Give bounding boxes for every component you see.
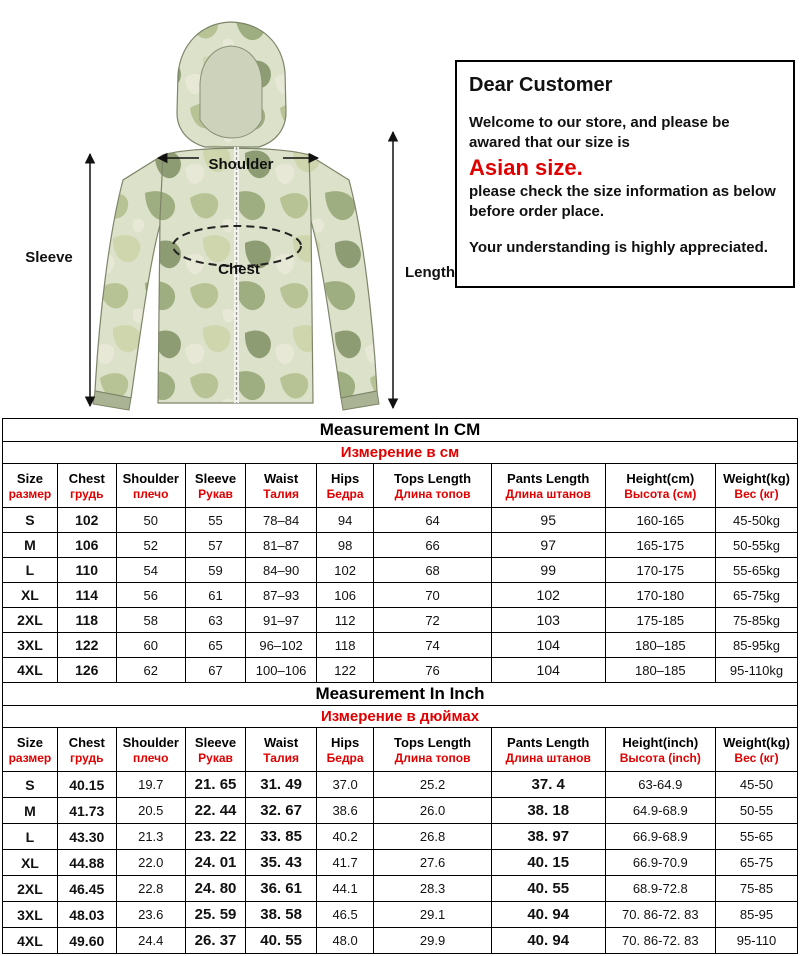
cell-c1: 40.15 — [57, 772, 116, 798]
cell-c0: S — [3, 772, 58, 798]
cell-c9: 85-95kg — [716, 633, 798, 658]
cell-c6: 26.0 — [374, 798, 492, 824]
cell-c5: 40.2 — [316, 824, 373, 850]
table-title-en: Measurement In Inch — [3, 683, 798, 706]
table-row — [3, 824, 798, 850]
column-header: Waist Талия — [246, 728, 317, 772]
cell-c9: 50-55kg — [716, 533, 798, 558]
column-header: Chest грудь — [57, 464, 116, 508]
cell-c0: L — [3, 558, 58, 583]
cell-c6: 25.2 — [374, 772, 492, 798]
cell-c4: 40. 55 — [246, 928, 317, 954]
customer-notice — [455, 60, 795, 288]
cell-c1: 43.30 — [57, 824, 116, 850]
cell-c5: 112 — [316, 608, 373, 633]
column-header: Pants Length Длина штанов — [491, 464, 605, 508]
cell-c1: 122 — [57, 633, 116, 658]
cell-c2: 50 — [116, 508, 185, 533]
cell-c8: 160-165 — [605, 508, 716, 533]
cell-c9: 45-50kg — [716, 508, 798, 533]
cell-c7: 104 — [491, 633, 605, 658]
cell-c3: 63 — [185, 608, 245, 633]
cell-c5: 46.5 — [316, 902, 373, 928]
cell-c1: 44.88 — [57, 850, 116, 876]
cell-c3: 57 — [185, 533, 245, 558]
table-header-row — [3, 464, 798, 508]
cell-c1: 110 — [57, 558, 116, 583]
column-header: Size размер — [3, 728, 58, 772]
cell-c7: 38. 97 — [491, 824, 605, 850]
cell-c8: 66.9-70.9 — [605, 850, 716, 876]
column-header: Size размер — [3, 464, 58, 508]
cell-c4: 87–93 — [246, 583, 317, 608]
column-header: Tops Length Длина топов — [374, 728, 492, 772]
cell-c3: 22. 44 — [185, 798, 245, 824]
column-header: Shoulder плечо — [116, 464, 185, 508]
column-header: Height(inch) Высота (inch) — [605, 728, 716, 772]
cell-c8: 68.9-72.8 — [605, 876, 716, 902]
cell-c8: 170-180 — [605, 583, 716, 608]
cell-c0: 4XL — [3, 928, 58, 954]
cell-c0: 4XL — [3, 658, 58, 683]
cell-c4: 35. 43 — [246, 850, 317, 876]
cell-c3: 21. 65 — [185, 772, 245, 798]
cell-c0: 2XL — [3, 876, 58, 902]
cell-c1: 106 — [57, 533, 116, 558]
cell-c7: 95 — [491, 508, 605, 533]
column-header: Waist Талия — [246, 464, 317, 508]
cell-c4: 91–97 — [246, 608, 317, 633]
notice-intro: Welcome to our store, and please be awared that our size is — [469, 114, 730, 152]
measurement-inch-table — [2, 682, 798, 954]
top-section — [0, 0, 800, 418]
cell-c6: 64 — [374, 508, 492, 533]
notice-title: Dear Customer — [469, 74, 613, 96]
cell-c6: 66 — [374, 533, 492, 558]
cell-c4: 78–84 — [246, 508, 317, 533]
cell-c3: 67 — [185, 658, 245, 683]
jacket-diagram — [5, 8, 455, 413]
cell-c2: 21.3 — [116, 824, 185, 850]
cell-c1: 118 — [57, 608, 116, 633]
cell-c7: 103 — [491, 608, 605, 633]
cell-c6: 27.6 — [374, 850, 492, 876]
cell-c3: 59 — [185, 558, 245, 583]
cell-c0: M — [3, 533, 58, 558]
cell-c7: 40. 94 — [491, 928, 605, 954]
notice-asian-size: Asian size. — [469, 154, 583, 180]
table-row — [3, 583, 798, 608]
cell-c5: 48.0 — [316, 928, 373, 954]
cell-c6: 68 — [374, 558, 492, 583]
cell-c2: 60 — [116, 633, 185, 658]
cell-c3: 26. 37 — [185, 928, 245, 954]
cell-c4: 84–90 — [246, 558, 317, 583]
cell-c2: 58 — [116, 608, 185, 633]
cell-c7: 38. 18 — [491, 798, 605, 824]
cell-c7: 104 — [491, 658, 605, 683]
size-tables — [0, 418, 800, 954]
chest-label: Chest — [218, 261, 260, 278]
jacket-hood-opening — [200, 46, 262, 138]
cell-c5: 106 — [316, 583, 373, 608]
column-header: Weight(kg) Вес (кг) — [716, 728, 798, 772]
jacket-right-sleeve — [309, 155, 377, 398]
cell-c9: 50-55 — [716, 798, 798, 824]
cell-c2: 22.0 — [116, 850, 185, 876]
cell-c9: 45-50 — [716, 772, 798, 798]
cell-c5: 98 — [316, 533, 373, 558]
cell-c6: 29.1 — [374, 902, 492, 928]
cell-c8: 175-185 — [605, 608, 716, 633]
cell-c8: 66.9-68.9 — [605, 824, 716, 850]
cell-c4: 38. 58 — [246, 902, 317, 928]
cell-c7: 102 — [491, 583, 605, 608]
table-title-ru: Измерение в см — [3, 442, 798, 464]
column-header: Pants Length Длина штанов — [491, 728, 605, 772]
notice-footer: Your understanding is highly appreciated. — [469, 239, 768, 257]
cell-c8: 70. 86-72. 83 — [605, 902, 716, 928]
column-header: Shoulder плечо — [116, 728, 185, 772]
cell-c4: 33. 85 — [246, 824, 317, 850]
cell-c2: 20.5 — [116, 798, 185, 824]
cell-c5: 38.6 — [316, 798, 373, 824]
table-row — [3, 533, 798, 558]
cell-c0: S — [3, 508, 58, 533]
cell-c9: 55-65 — [716, 824, 798, 850]
cell-c9: 55-65kg — [716, 558, 798, 583]
cell-c2: 22.8 — [116, 876, 185, 902]
cell-c3: 55 — [185, 508, 245, 533]
cell-c6: 76 — [374, 658, 492, 683]
table-row — [3, 508, 798, 533]
cell-c4: 36. 61 — [246, 876, 317, 902]
column-header: Hips Бедра — [316, 464, 373, 508]
cell-c0: M — [3, 798, 58, 824]
cell-c2: 54 — [116, 558, 185, 583]
cell-c7: 40. 15 — [491, 850, 605, 876]
cell-c9: 85-95 — [716, 902, 798, 928]
cell-c9: 95-110kg — [716, 658, 798, 683]
cell-c1: 48.03 — [57, 902, 116, 928]
column-header: Weight(kg) Вес (кг) — [716, 464, 798, 508]
cell-c9: 65-75 — [716, 850, 798, 876]
cell-c7: 40. 94 — [491, 902, 605, 928]
cell-c7: 99 — [491, 558, 605, 583]
cell-c0: 2XL — [3, 608, 58, 633]
cell-c5: 102 — [316, 558, 373, 583]
cell-c2: 62 — [116, 658, 185, 683]
cell-c7: 37. 4 — [491, 772, 605, 798]
cell-c6: 72 — [374, 608, 492, 633]
table-row — [3, 850, 798, 876]
table-row — [3, 876, 798, 902]
table-row — [3, 798, 798, 824]
cell-c2: 23.6 — [116, 902, 185, 928]
cell-c2: 56 — [116, 583, 185, 608]
cell-c9: 75-85 — [716, 876, 798, 902]
cell-c3: 25. 59 — [185, 902, 245, 928]
sleeve-label: Sleeve — [25, 249, 73, 266]
cell-c1: 114 — [57, 583, 116, 608]
cell-c3: 23. 22 — [185, 824, 245, 850]
cell-c1: 126 — [57, 658, 116, 683]
cell-c0: XL — [3, 583, 58, 608]
cell-c5: 122 — [316, 658, 373, 683]
cell-c8: 170-175 — [605, 558, 716, 583]
table-row — [3, 558, 798, 583]
cell-c8: 180–185 — [605, 633, 716, 658]
column-header: Chest грудь — [57, 728, 116, 772]
measurement-cm-table — [2, 418, 798, 683]
cell-c7: 40. 55 — [491, 876, 605, 902]
table-row — [3, 928, 798, 954]
table-row — [3, 902, 798, 928]
shoulder-label: Shoulder — [208, 156, 274, 173]
column-header: Hips Бедра — [316, 728, 373, 772]
table-row — [3, 658, 798, 683]
cell-c8: 70. 86-72. 83 — [605, 928, 716, 954]
cell-c4: 96–102 — [246, 633, 317, 658]
cell-c6: 29.9 — [374, 928, 492, 954]
cell-c2: 19.7 — [116, 772, 185, 798]
column-header: Sleeve Рукав — [185, 464, 245, 508]
cell-c0: XL — [3, 850, 58, 876]
cell-c6: 26.8 — [374, 824, 492, 850]
cell-c1: 41.73 — [57, 798, 116, 824]
column-header: Height(cm) Высота (см) — [605, 464, 716, 508]
jacket-left-sleeve — [95, 155, 163, 398]
cell-c6: 70 — [374, 583, 492, 608]
cell-c6: 28.3 — [374, 876, 492, 902]
length-label: Length — [405, 264, 455, 281]
table-row — [3, 772, 798, 798]
cell-c3: 61 — [185, 583, 245, 608]
cell-c8: 64.9-68.9 — [605, 798, 716, 824]
cell-c8: 165-175 — [605, 533, 716, 558]
table-title-ru: Измерение в дюймах — [3, 706, 798, 728]
cell-c3: 24. 80 — [185, 876, 245, 902]
cell-c1: 49.60 — [57, 928, 116, 954]
cell-c4: 100–106 — [246, 658, 317, 683]
cell-c1: 46.45 — [57, 876, 116, 902]
cell-c0: 3XL — [3, 633, 58, 658]
cell-c9: 75-85kg — [716, 608, 798, 633]
cell-c7: 97 — [491, 533, 605, 558]
table-title-en: Measurement In CM — [3, 419, 798, 442]
cell-c0: 3XL — [3, 902, 58, 928]
cell-c2: 52 — [116, 533, 185, 558]
cell-c5: 118 — [316, 633, 373, 658]
cell-c6: 74 — [374, 633, 492, 658]
cell-c0: L — [3, 824, 58, 850]
cell-c9: 95-110 — [716, 928, 798, 954]
cell-c5: 94 — [316, 508, 373, 533]
cell-c8: 180–185 — [605, 658, 716, 683]
table-header-row — [3, 728, 798, 772]
column-header: Tops Length Длина топов — [374, 464, 492, 508]
notice-body: please check the size information as below before order place. — [469, 182, 776, 221]
cell-c4: 32. 67 — [246, 798, 317, 824]
cell-c3: 65 — [185, 633, 245, 658]
column-header: Sleeve Рукав — [185, 728, 245, 772]
cell-c1: 102 — [57, 508, 116, 533]
cell-c2: 24.4 — [116, 928, 185, 954]
cell-c9: 65-75kg — [716, 583, 798, 608]
cell-c4: 81–87 — [246, 533, 317, 558]
table-row — [3, 633, 798, 658]
cell-c5: 37.0 — [316, 772, 373, 798]
cell-c4: 31. 49 — [246, 772, 317, 798]
jacket-illustration — [5, 8, 455, 413]
cell-c3: 24. 01 — [185, 850, 245, 876]
cell-c8: 63-64.9 — [605, 772, 716, 798]
table-row — [3, 608, 798, 633]
cell-c5: 44.1 — [316, 876, 373, 902]
cell-c5: 41.7 — [316, 850, 373, 876]
